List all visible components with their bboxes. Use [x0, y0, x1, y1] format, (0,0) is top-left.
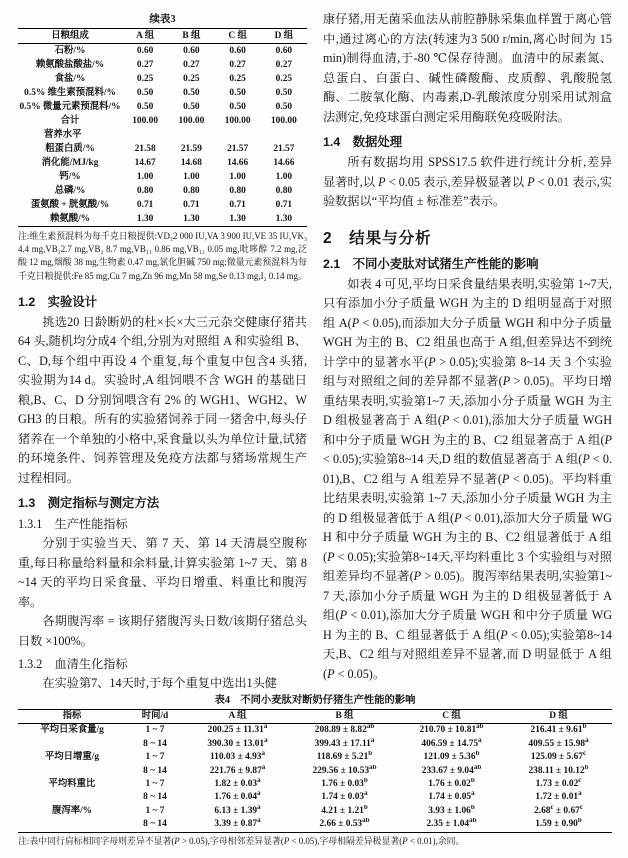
table3-cell: 0.27: [136, 59, 154, 70]
table3-cell: 0.25: [183, 73, 200, 84]
table3-row: [18, 170, 307, 184]
section-1-3-2-heading: 1.3.2 血清生化指标: [18, 657, 128, 672]
table3-cell: 1.00: [136, 171, 154, 182]
table3-cell: 14.68: [180, 157, 202, 168]
table3-row: [18, 72, 307, 86]
table3-cell: 1.00: [275, 171, 293, 182]
table3-cell: 21.57: [273, 143, 295, 154]
table3-cell: 0.80: [229, 185, 246, 196]
table4-value-cell: 210.70 ± 10.81$^{ab}$: [419, 723, 484, 736]
table4-column-header: 时间/d: [141, 711, 169, 721]
table3-row: [18, 156, 307, 170]
table3-cell: 0.50: [275, 101, 293, 112]
table3-section-row: [18, 128, 307, 142]
table4-time-cell: 1 ~ 7: [145, 725, 165, 736]
table4-time-cell: 1 ~ 7: [145, 752, 165, 763]
section-1-3-2-paragraph: 在实验第7、14天时,于每个重复中选出1头健: [42, 676, 277, 691]
table3-row: [18, 114, 307, 128]
table3-cell: 21.59: [180, 143, 202, 154]
table3-cell: 合计: [60, 115, 80, 126]
table3-cell: 赖氨酸/%: [49, 213, 91, 224]
table3-column-header: 日粮组成: [51, 30, 89, 41]
section-2-heading: 2 结果与分析: [323, 229, 432, 247]
table3-cell: 0.27: [275, 59, 293, 70]
section-1-3-heading: 1.3 测定指标与测定方法: [18, 496, 160, 511]
table4-row: [18, 805, 612, 818]
two-column-body: [18, 10, 612, 694]
table3-cell: 0.60: [229, 45, 246, 56]
table4-time-cell: 8 ~ 14: [143, 738, 167, 749]
table4-row: [18, 791, 612, 804]
table3-cell: 21.57: [227, 143, 249, 154]
table4-body: [18, 724, 612, 832]
section-1-3-1-paragraph: 分别于实验当天、第 7 天、第 14 天清晨空腹称重,每日称量给料量和余料量,计算实验第 1~7 天、第 8~14 天的平均日采食量、平均日增重、料重比和腹泻率。: [18, 536, 307, 609]
table4-indicator-cell: 平均日增重/g: [44, 752, 100, 763]
table3-cell: 钙/%: [59, 171, 81, 182]
table3-cell: 0.60: [183, 45, 200, 56]
table3-cell: 粗蛋白质/%: [45, 143, 95, 154]
section-2-1-paragraph: 如表 4 可见,平均日采食量结果表明,实验第 1~7天,只有添加小分子质量 WGH 为主的 D 组明显高于对照组 A(P < 0.05),而添加大分子质量 WGH 和中分子质量 WGH 为主的 B、C2 组虽也高于 A 组,但差异达不到统计学中的显著水平(P > 0.05);实验第 8~14 天 3 个实验组与对照组之间的差异都不显著(P > 0.05)。平均日增重结果表明,实验第1~7 天,添加小分子质量 WGH 为主 D 组极显著高于 A 组(P < 0.01),添加大分子质量 WGH 和中分子质量 WGH 为主的 B、C2 组显著高于 A 组(P < 0.05);实验第8~14 天,D 组的数值显著高于 A 组(P < 0.01),B、C2 组与 A 组差异不显著(P < 0.05)。平均料重比结果表明,实验第 1~7 天,添加小分子质量 WGH 为主的 D 组极显著低于 A 组(P < 0.01),添加大分子质量 WGH 和中分子质量 WGH 为主的 B、C2 组显著低于 A 组(P < 0.05);实验第8~14天,平均料重比 3 个实验组与对照组差异均不显著(P > 0.05)。腹泻率结果表明,实验第1~7 天,添加小分子质量 WGH 为主的 D 组极显著低于 A 组(P < 0.01),添加大分子质量 WGH 和中分子质量 WGH 为主的 B、C 组显著低于 A 组(P < 0.05);实验第8~14天,B、C2 组与对照组差异不显著,而 D 明显低于 A 组(P < 0.05)。: [323, 276, 613, 681]
table3-footnote: 注:维生素预混料为每千克日粮提供:VD₃2 000 IU,VA 3 900 IU,VE 35 IU,VK₃4.4 mg,VB₁2.7 mg,VB₂ 8.7 mg,VB₁₁ 0.86 mg,VB₁₂ 0.05 mg,吡哆醇 7.2 mg,泛酸 12 mg,烟酸 38 mg,生物素 0.47 mg,氯化胆碱 750 mg;微量元素预混料为每千克日粮提供:Fe 85 mg,Cu 7 mg,Zn 96 mg,Mn 58 mg,Se 0.13 mg,I₂ 0.14 mg。: [18, 230, 307, 281]
table4-title: 表4 不同小麦肽对断奶仔猪生产性能的影响: [214, 695, 416, 706]
table4-column-header: A 组: [228, 711, 247, 721]
section-1-4-heading: 1.4 数据处理: [323, 135, 403, 149]
table3-cell: 100.00: [224, 115, 251, 126]
table4-value-cell: 409.55 ± 15.98$^a$: [528, 737, 589, 749]
table3-body: [18, 43, 307, 226]
table4-row: [18, 765, 612, 778]
table4-value-cell: 1.76 ± 0.03$^b$: [321, 778, 368, 790]
table4-value-cell: 125.09 ± 5.67$^c$: [530, 751, 587, 763]
table3-row: [18, 142, 307, 156]
table4-row: [18, 818, 612, 832]
table4-time-cell: 1 ~ 7: [145, 805, 165, 816]
table4-indicator-cell: [18, 765, 126, 778]
table3-cell: 0.71: [229, 199, 246, 210]
table3-cell: 0.71: [275, 199, 293, 210]
table4-value-cell: 208.89 ± 8.82$^{ab}$: [314, 723, 375, 736]
table3-row: [18, 86, 307, 100]
table3-cell: 0.50: [136, 101, 154, 112]
diarrhea-rate-formula: 各期腹泻率 = 该期仔猪腹泻头日数/该期仔猪总头日数 ×100%。: [18, 614, 307, 648]
table3-cell: 0.50: [136, 87, 154, 98]
table3-cell: 0.25: [136, 73, 154, 84]
table3-cell: 总磷/%: [54, 185, 86, 196]
table4-value-cell: 200.25 ± 11.31$^a$: [207, 723, 268, 736]
table4-column-header: D 组: [549, 711, 568, 721]
section-1-2-heading: 1.2 实验设计: [18, 294, 98, 309]
table3-cell: 赖氨酸盐酸盐/%: [35, 59, 105, 70]
left-column: [18, 10, 307, 694]
table4-value-cell: 1.74 ± 0.05$^a$: [428, 791, 475, 803]
nutrition-level-label: 营养水平: [44, 129, 82, 140]
table4-block: [18, 694, 612, 848]
table4-value-cell: 6.13 ± 1.39$^a$: [214, 804, 261, 816]
table3-column-header: C 组: [228, 30, 247, 41]
table4-value-cell: 3.39 ± 0.87$^a$: [214, 818, 261, 830]
table3-cell: 14.66: [273, 157, 295, 168]
continued-table3: [18, 28, 307, 227]
table3-cell: 1.30: [229, 213, 246, 224]
table3-cell: 1.30: [136, 213, 154, 224]
section-1-3-1-heading: 1.3.1 生产性能指标: [18, 517, 128, 532]
table4-value-cell: 221.76 ± 9.87$^a$: [209, 764, 266, 776]
section-1-4-paragraph: 所有数据均用 SPSS17.5 软件进行统计分析,差异显著时,以 P < 0.05 表示,差异极显著以 P < 0.01 表示,实验数据以“平均值 ± 标准差”表示。: [323, 155, 613, 208]
table3-cell: 14.66: [227, 157, 249, 168]
table4-value-cell: 1.82 ± 0.03$^a$: [214, 778, 261, 790]
table4-value-cell: 118.69 ± 5.21$^b$: [316, 751, 373, 763]
table4-value-cell: 1.59 ± 0.90$^b$: [535, 818, 582, 830]
table4-time-cell: 8 ~ 14: [143, 792, 167, 803]
table4-value-cell: 2.68$^c$ ± 0.67$^c$: [534, 804, 583, 816]
table3-cell: 0.50: [229, 101, 246, 112]
table3-cell: 0.50: [275, 87, 293, 98]
table4-row: [18, 751, 612, 764]
table4-time-cell: 1 ~ 7: [145, 779, 165, 790]
table4: [18, 709, 612, 833]
table3-cell: 14.67: [134, 157, 156, 168]
table3-row: [18, 198, 307, 212]
table3-cell: 0.60: [275, 45, 293, 56]
table3-cell: 1.30: [183, 213, 200, 224]
table4-header-row: [18, 710, 612, 724]
table3-column-header: D 组: [274, 30, 294, 41]
table3-cell: 100.00: [270, 115, 297, 126]
table4-column-header: 指标: [62, 711, 82, 721]
table3-cell: 0.25: [229, 73, 246, 84]
table3-cell: 石粉/%: [54, 45, 86, 56]
table3-row: [18, 212, 307, 226]
table4-value-cell: 1.76 ± 0.04$^a$: [214, 791, 261, 803]
table3-cell: 0.25: [275, 73, 293, 84]
table3-cell: 0.60: [136, 45, 154, 56]
table3-cell: 0.50: [183, 101, 200, 112]
table4-value-cell: 110.03 ± 4.93$^a$: [209, 751, 265, 763]
table4-value-cell: 233.67 ± 9.04$^{ab}$: [421, 764, 482, 776]
table3-cell: 0.71: [183, 199, 200, 210]
table3-column-header: A 组: [136, 30, 155, 41]
table3-cell: 0.80: [136, 185, 154, 196]
table4-row: [18, 724, 612, 738]
table3-cell: 1.00: [183, 171, 200, 182]
table3-cell: 1.30: [275, 213, 293, 224]
table3-cell: 0.71: [136, 199, 154, 210]
serum-method-paragraph: 康仔猪,用无菌采血法从前腔静脉采集血样置于离心管中,通过离心的方法(转速为3 500 r/min,离心时间为 15 min)制得血清,于-80 ℃保存待测。血清中的尿素氮、总蛋白、白蛋白、碱性磷酸酶、皮质醇、乳酸脱氢酶、二胺氧化酶、内毒素,D-乳酸浓度分别采用试剂盒法测定,免疫球蛋白测定采用酶联免疫吸附法。: [323, 12, 612, 124]
table4-row: [18, 778, 612, 791]
table3-cell: 0.50: [229, 87, 246, 98]
table4-time-cell: 8 ~ 14: [143, 819, 167, 830]
table3-header-row: [18, 29, 307, 44]
table3-cell: 0.5% 微量元素预混料/%: [19, 101, 121, 112]
table4-indicator-cell: 腹泻率/%: [51, 805, 93, 816]
table4-column-header: C 组: [442, 711, 461, 721]
table4-indicator-cell: [18, 738, 126, 751]
table3-cell: 食盐/%: [54, 73, 86, 84]
table4-column-header: B 组: [335, 711, 354, 721]
table4-value-cell: 229.56 ± 10.53$^{ab}$: [312, 764, 377, 776]
table3-cell: 蛋氨酸 + 胱氨酸/%: [30, 199, 110, 210]
table4-indicator-cell: 平均料重比: [48, 779, 96, 790]
table3-cell: 1.00: [229, 171, 246, 182]
table3-cell: 21.58: [134, 143, 156, 154]
table3-row: [18, 58, 307, 72]
table4-value-cell: 1.76 ± 0.02$^b$: [428, 778, 475, 790]
table3-row: [18, 43, 307, 57]
table4-indicator-cell: [18, 818, 126, 832]
table4-value-cell: 4.21 ± 1.21$^b$: [321, 804, 368, 816]
table4-indicator-cell: 平均日采食量/g: [40, 725, 104, 736]
table3-cell: 100.00: [132, 115, 159, 126]
table3-cell: 0.80: [275, 185, 293, 196]
table4-value-cell: 2.66 ± 0.53$^{ab}$: [319, 818, 370, 830]
table4-footnote: 注:表中同行肩标相同字母则差异不显著(P > 0.05),字母相邻差异显著(P < 0.05),字母相隔差异极显著(P < 0.01),余同。: [18, 836, 465, 847]
table4-value-cell: 2.35 ± 1.04$^{ab}$: [426, 818, 477, 830]
table4-value-cell: 1.72 ± 0.01$^a$: [535, 791, 582, 803]
table4-value-cell: 216.41 ± 9.61$^b$: [530, 723, 587, 736]
table4-value-cell: 3.93 ± 1.06$^b$: [428, 804, 475, 816]
table3-cell: 0.80: [183, 185, 200, 196]
table3-row: [18, 100, 307, 114]
table4-value-cell: 1.73 ± 0.02$^c$: [535, 778, 582, 790]
section-2-1-heading: 2.1 不同小麦肽对试猪生产性能的影响: [323, 256, 539, 271]
table3-cell: 0.27: [229, 59, 246, 70]
table4-value-cell: 399.43 ± 17.11$^a$: [314, 737, 375, 749]
table4-value-cell: 1.74 ± 0.03$^a$: [321, 791, 368, 803]
table4-value-cell: 406.59 ± 14.75$^a$: [421, 737, 482, 749]
table3-cell: 100.00: [178, 115, 205, 126]
table3-cell: 0.5% 维生素预混料/%: [24, 87, 116, 98]
table4-value-cell: 238.11 ± 10.12$^b$: [528, 764, 589, 776]
table4-row: [18, 738, 612, 751]
table3-row: [18, 184, 307, 198]
table4-time-cell: 8 ~ 14: [143, 765, 167, 776]
table4-value-cell: 121.09 ± 5.36$^b$: [423, 751, 480, 763]
continued-table3-title: 续表3: [149, 14, 176, 25]
right-column: [323, 10, 612, 694]
table3-cell: 消化能/MJ/kg: [41, 157, 99, 168]
section-1-2-paragraph: 挑选20 日龄断奶的杜×长×大三元杂交健康仔猪共64 头,随机均分成4 个组,分别为对照组 A 和实验组 B、C、D,每个组中再设 4 个重复,每个重复中包含4 头猪,实验期为14 d。实验时,A 组饲喂不含 WGH 的基础日粮,B、C、D 分别饲喂含有 2% 的 WGH1、WGH2、WGH3 的日粮。所有的实验猪饲养于同一猪舍中,每头仔猪养在一个单独的小格中,采食量以头为单位计量,试猪的环境条件、饲养管理及免疫方法都与猪场常规生产过程相同。: [18, 314, 307, 485]
table4-value-cell: 390.30 ± 13.01$^a$: [207, 737, 268, 749]
table3-cell: 0.50: [183, 87, 200, 98]
table3-column-header: B 组: [182, 30, 201, 41]
table4-indicator-cell: [18, 791, 126, 804]
table3-cell: 0.27: [183, 59, 200, 70]
